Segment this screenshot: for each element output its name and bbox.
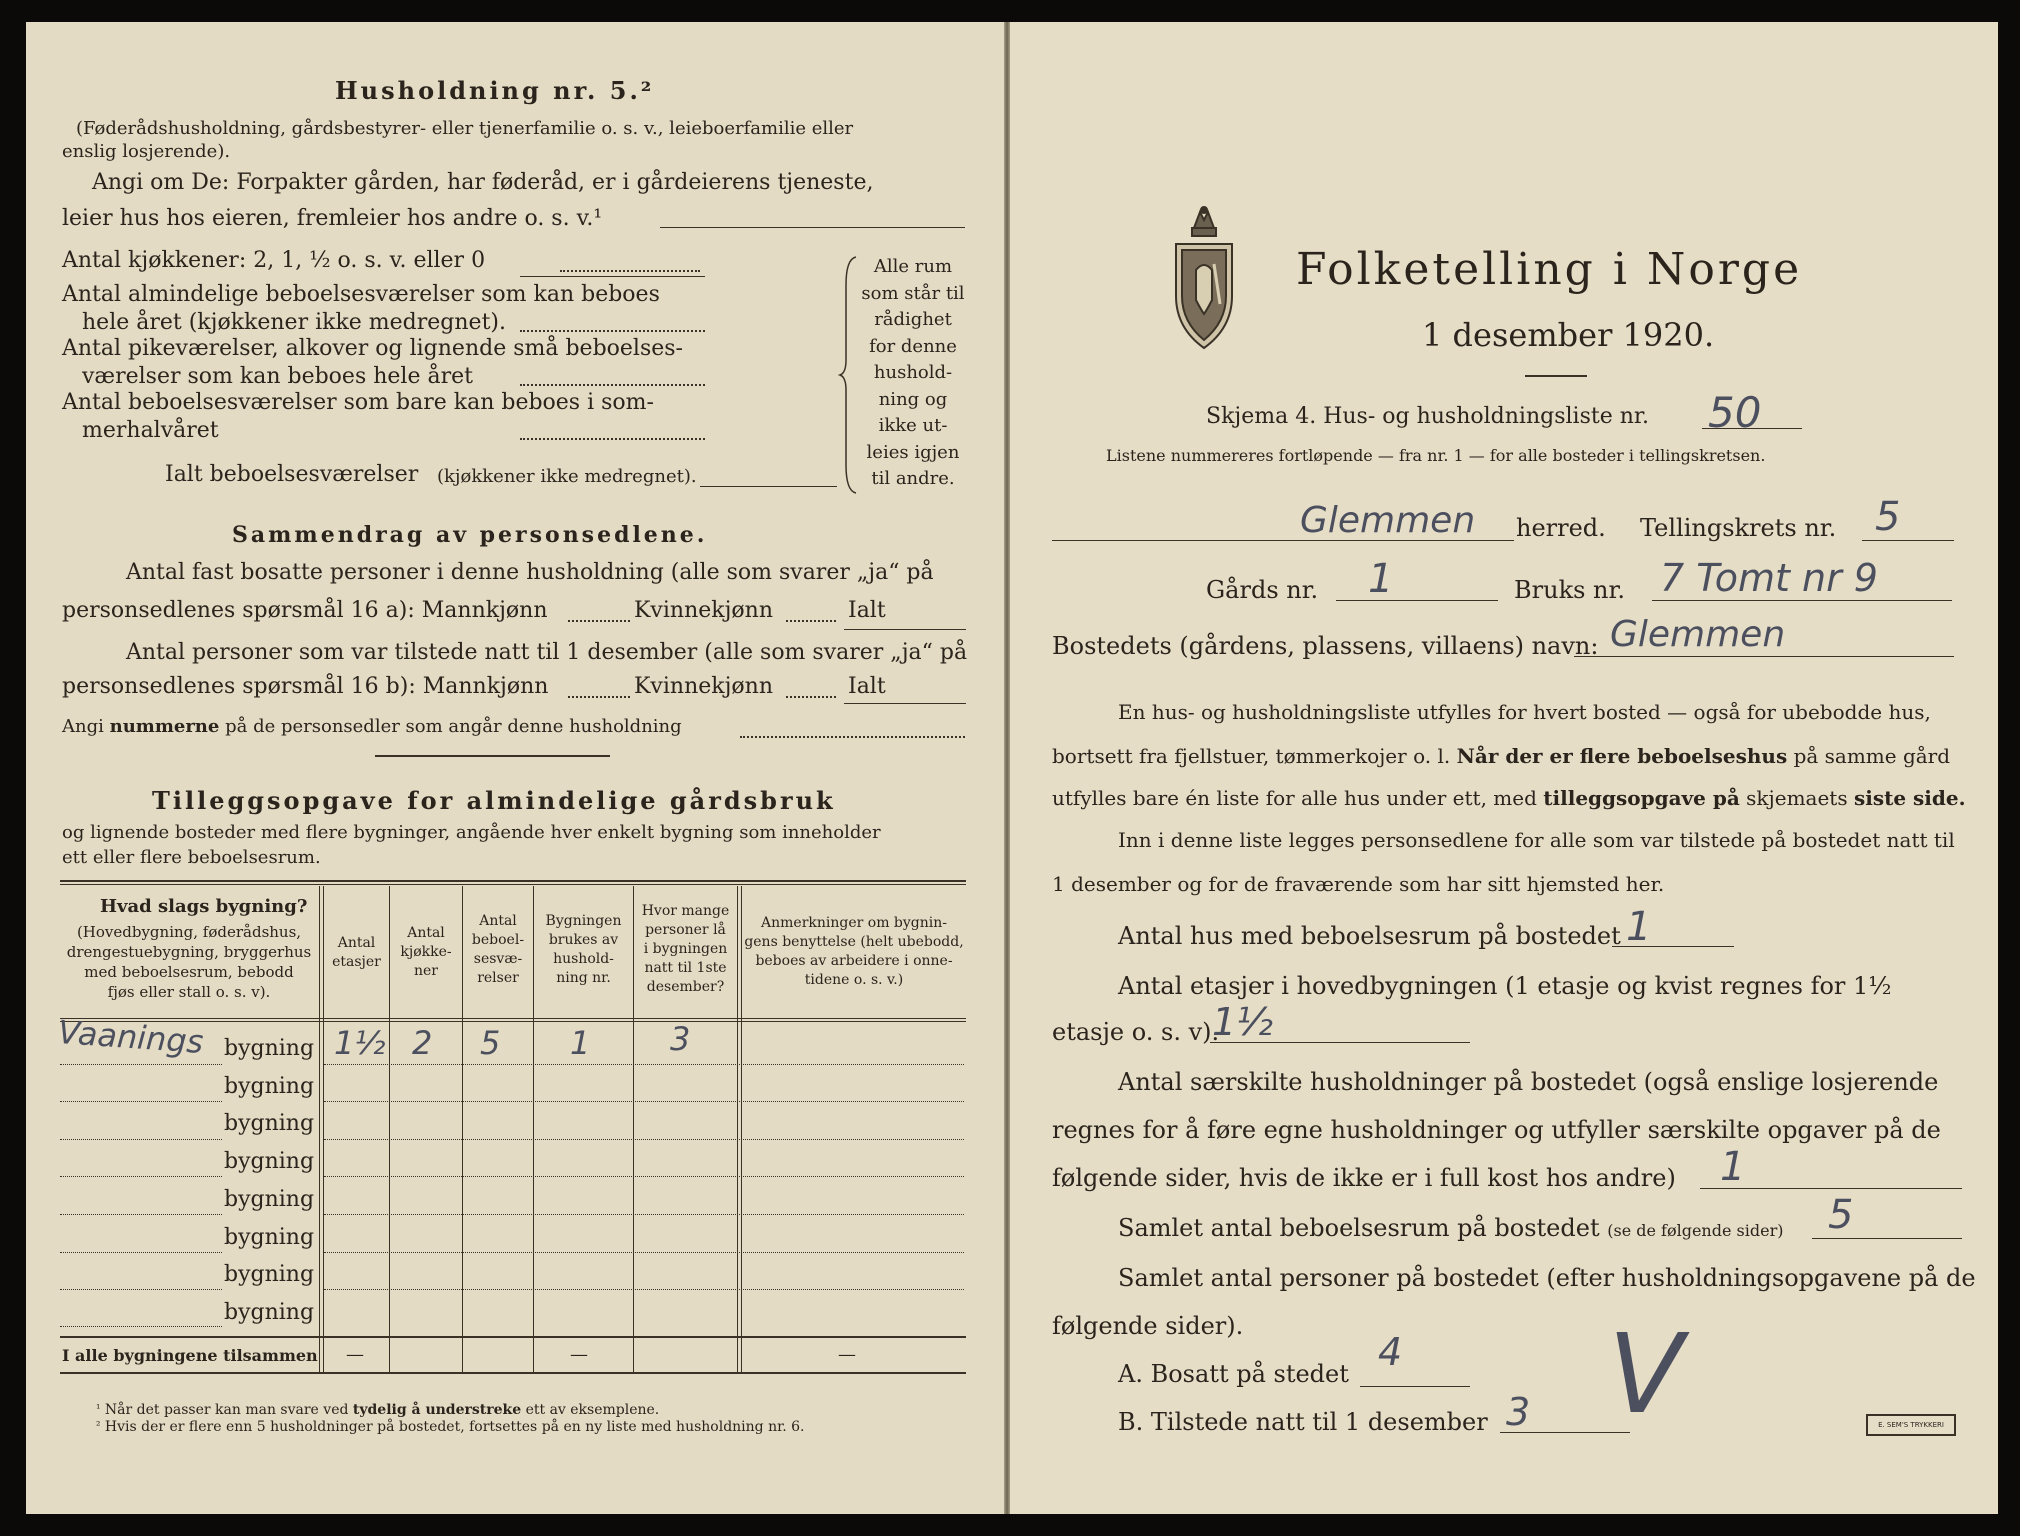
table-row-label: bygning	[224, 1036, 315, 1061]
row-dots	[60, 1064, 222, 1065]
col0-title: Hvad slags bygning?	[100, 896, 308, 917]
rooms-summer-2: merhalvåret	[82, 418, 219, 443]
a-resident-label: A. Bosatt på stedet	[1118, 1360, 1349, 1388]
col5-header: Hvor mange personer lå i bygningen natt til 1ste desember?	[641, 903, 730, 995]
summer-dots	[520, 438, 705, 440]
rooms-ordinary-1: Antal almindelige beboelsesværelser som kan beboes	[62, 282, 660, 307]
row-dots	[60, 1214, 222, 1215]
brace-note: Alle rum som står til rådighet for denne hushold- ning og ikke ut- leies igjen til andre.	[861, 256, 965, 489]
hand-tellingskrets: 5	[1875, 494, 1901, 540]
summary-line-3: Antal personer som var tilstede natt til 1 desember (alle som svarer „ja“ på	[126, 640, 968, 665]
bosted-label: Bostedets (gårdens, plassens, villaens) navn:	[1052, 632, 1599, 660]
gards-line	[1336, 600, 1498, 601]
rooms-summer-1: Antal beboelsesværelser som bare kan beboes i som-	[62, 390, 654, 415]
summary-title: Sammendrag av personsedlene.	[232, 522, 708, 548]
households-line	[1700, 1188, 1962, 1189]
para1-line-1: En hus- og husholdningsliste utfylles for hvert bosted — også for ubebodde hus,	[1118, 700, 1931, 724]
hand-persons: 3	[670, 1020, 691, 1058]
census-date: 1 desember 1920.	[1422, 316, 1715, 354]
skjema-line: Skjema 4. Hus- og husholdningsliste nr.	[1206, 404, 1649, 429]
supplement-title: Tilleggsopgave for almindelige gårdsbruk	[152, 786, 836, 815]
intro-line-2: enslig losjerende).	[62, 141, 231, 162]
table-row-label: bygning	[224, 1111, 315, 1136]
small-dots	[520, 384, 705, 386]
table-top-rule	[60, 880, 966, 882]
tellingskrets-label: Tellingskrets nr.	[1640, 514, 1837, 542]
row-dots	[60, 1176, 222, 1177]
q-persons-2: følgende sider).	[1052, 1312, 1244, 1340]
herred-label: herred.	[1516, 514, 1606, 542]
supplement-text-1: og lignende bosteder med flere bygninger, angående hver enkelt bygning som inneholder	[62, 822, 881, 843]
table-header-rule	[60, 1018, 966, 1019]
hand-rooms: 5	[480, 1024, 501, 1062]
total-dash-household: —	[570, 1344, 588, 1365]
footnote-1: $^{^1}$ Når det passer kan man svare ved tydelig å understreke ett av eksemplene.	[96, 1402, 660, 1418]
row-rule	[324, 1289, 964, 1290]
table-bottom-rule	[60, 1372, 966, 1374]
table-row-label: bygning	[224, 1187, 315, 1212]
household-title: Husholdning nr. 5.²	[335, 76, 655, 105]
listene-note: Listene nummereres fortløpende — fra nr. 1 — for alle bosteder i tellingskretsen.	[1106, 446, 1766, 465]
hand-check-mark: V	[1608, 1310, 1684, 1438]
ialt-rooms-note: (kjøkkener ikke medregnet).	[437, 466, 697, 487]
hand-households: 1	[1720, 1144, 1746, 1190]
houses-line	[1612, 946, 1734, 947]
q-households-2: regnes for å føre egne husholdninger og utfyller særskilte opgaver på de	[1052, 1116, 1941, 1144]
summary-line-4: personsedlenes spørsmål 16 b): Mannkjønn	[62, 674, 549, 699]
total-dash-notes: —	[838, 1344, 856, 1365]
col2-header: Antal kjøkke- ner	[400, 925, 452, 979]
list-number-line	[1702, 428, 1802, 429]
row-dots	[60, 1101, 222, 1102]
hand-bruks: 7 Tomt nr 9	[1660, 556, 1878, 600]
q-floors-1: Antal etasjer i hovedbygningen (1 etasje og kvist regnes for 1½	[1118, 972, 1892, 1000]
herred-line	[1052, 540, 1514, 541]
angi-answer-line	[660, 227, 965, 228]
para1-line-3: utfylles bare én liste for alle hus under ett, med tilleggsopgave på skjemaets siste side.	[1052, 786, 1966, 810]
summary-line-2: personsedlenes spørsmål 16 a): Mannkjønn	[62, 598, 548, 623]
bosted-line	[1574, 656, 1954, 657]
ialt-b-line	[844, 703, 966, 704]
angi-line-2: leier hus hos eieren, fremleier hos andre o. s. v.¹	[62, 206, 603, 231]
row-rule	[324, 1176, 964, 1177]
table-top-rule-2	[60, 884, 966, 885]
ordinary-dots	[520, 330, 705, 332]
kvinne-b-line	[786, 696, 836, 698]
col0-sub: (Hovedbygning, føderådshus, drengestuebygning, bryggerhus med beboelsesrum, bebodd fjøs eller stall o. s. v).	[66, 923, 312, 1001]
hand-herred: Glemmen	[1300, 500, 1476, 541]
angi-line-1: Angi om De: Forpakter gården, har føderåd, er i gårdeierens tjeneste,	[92, 170, 874, 195]
printer-stamp: E. SEM'S TRYKKERI	[1866, 1414, 1956, 1436]
row-rule	[324, 1214, 964, 1215]
hand-resident: 4	[1378, 1330, 1403, 1374]
table-row-label: bygning	[224, 1225, 315, 1250]
table-row-label: bygning	[224, 1300, 315, 1325]
ialt-rooms-line	[700, 486, 837, 487]
row-rule	[324, 1139, 964, 1140]
q-households-1: Antal særskilte husholdninger på bostedet (også enslige losjerende	[1118, 1068, 1939, 1096]
kitchens-answer-line	[520, 276, 705, 277]
ialt-rooms-label: Ialt beboelsesværelser	[165, 462, 419, 487]
ialt-a-label: Ialt	[848, 598, 886, 623]
kvinne-a-line	[786, 620, 836, 622]
mann-b-line	[568, 696, 630, 698]
hand-gards: 1	[1368, 556, 1394, 602]
hand-bosted: Glemmen	[1610, 614, 1786, 655]
floors-line	[1210, 1042, 1470, 1043]
gards-label: Gårds nr.	[1206, 576, 1319, 604]
col6-header: Anmerkninger om bygnin- gens benyttelse (helt ubebodd, beboes av arbeidere i onne- tidene o. s. v.)	[744, 915, 964, 988]
row-rule	[324, 1252, 964, 1253]
para2-line-1: Inn i denne liste legges personsedlene for alle som var tilstede på bostedet natt til	[1118, 828, 1955, 852]
rooms-small-1: Antal pikeværelser, alkover og lignende små beboelses-	[62, 336, 683, 361]
hand-list-number: 50	[1708, 388, 1762, 437]
row-dots	[60, 1326, 222, 1327]
row-rule	[324, 1101, 964, 1102]
resident-line	[1360, 1386, 1470, 1387]
hand-kitchens: 2	[412, 1024, 433, 1062]
para2-line-2: 1 desember og for de fraværende som har sitt hjemsted her.	[1052, 872, 1665, 896]
hand-floors: 1½	[334, 1024, 386, 1062]
rooms-ordinary-2: hele året (kjøkkener ikke medregnet).	[82, 310, 506, 335]
intro-line-1: (Føderådshusholdning, gårdsbestyrer- eller tjenerfamilie o. s. v., leieboerfamilie eller	[76, 118, 854, 139]
total-label: I alle bygningene tilsammen	[62, 1346, 318, 1365]
row-dots	[60, 1252, 222, 1253]
para1-line-2: bortsett fra fjellstuer, tømmerkojer o. l. Når der er flere beboelseshus på samme gård	[1052, 744, 1951, 768]
col4-header: Bygningen brukes av hushold- ning nr.	[545, 913, 622, 986]
hand-houses: 1	[1626, 904, 1652, 950]
title-divider	[1525, 375, 1587, 377]
rooms-total-line	[1812, 1238, 1962, 1239]
q-rooms-label: Samlet antal beboelsesrum på bostedet (se de følgende sider)	[1118, 1214, 1784, 1242]
row-dots	[60, 1289, 222, 1290]
table-total-rule	[60, 1336, 966, 1338]
hand-household-no: 1	[570, 1024, 591, 1062]
rooms-kitchens: Antal kjøkkener: 2, 1, ½ o. s. v. eller 0	[62, 248, 486, 273]
q-persons-1: Samlet antal personer på bostedet (efter husholdningsopgavene på de	[1118, 1264, 1976, 1292]
table-row-label: bygning	[224, 1074, 315, 1099]
q-floors-2: etasje o. s. v).	[1052, 1018, 1220, 1046]
bruks-line	[1652, 600, 1952, 601]
q-households-3: følgende sider, hvis de ikke er i full kost hos andre)	[1052, 1164, 1676, 1192]
hand-floors-main: 1½	[1212, 1000, 1274, 1044]
summary-line-1: Antal fast bosatte personer i denne husholdning (alle som svarer „ja“ på	[126, 560, 934, 585]
census-title: Folketelling i Norge	[1296, 244, 1803, 295]
hand-present: 3	[1506, 1390, 1531, 1434]
supplement-text-2: ett eller flere beboelsesrum.	[62, 847, 321, 868]
col3-header: Antal beboel- sesvæ- relser	[471, 913, 525, 986]
footnote-2: $^{^2}$ Hvis der er flere enn 5 husholdninger på bostedet, fortsettes på en ny liste med husholdning nr. 6.	[96, 1419, 805, 1435]
q-houses: Antal hus med beboelsesrum på bostedet	[1118, 922, 1621, 950]
table-row-label: bygning	[224, 1262, 315, 1287]
left-page	[26, 22, 1006, 1514]
bruks-label: Bruks nr.	[1514, 576, 1625, 604]
ialt-b-label: Ialt	[848, 674, 886, 699]
hand-building-type: Vaanings	[56, 1012, 205, 1062]
kvinne-b-label: Kvinnekjønn	[634, 674, 773, 699]
row-rule	[324, 1064, 964, 1065]
col1-header: Antal etasjer	[332, 935, 381, 970]
mann-a-line	[568, 620, 630, 622]
kitchens-dots	[560, 270, 700, 272]
section-divider	[375, 755, 610, 757]
b-present-label: B. Tilstede natt til 1 desember	[1118, 1408, 1488, 1436]
rooms-small-2: værelser som kan beboes hele året	[82, 364, 473, 389]
row-dots	[60, 1139, 222, 1140]
tellingskrets-line	[1862, 540, 1954, 541]
numbers-line: Angi nummerne på de personsedler som angår denne husholdning	[62, 716, 682, 737]
total-dash-floors: —	[346, 1344, 364, 1365]
coat-of-arms-icon	[1170, 204, 1238, 352]
ialt-a-line	[844, 629, 966, 630]
hand-rooms-total: 5	[1828, 1192, 1854, 1238]
numbers-answer-line	[740, 736, 965, 738]
table-row-label: bygning	[224, 1149, 315, 1174]
kvinne-a-label: Kvinnekjønn	[634, 598, 773, 623]
